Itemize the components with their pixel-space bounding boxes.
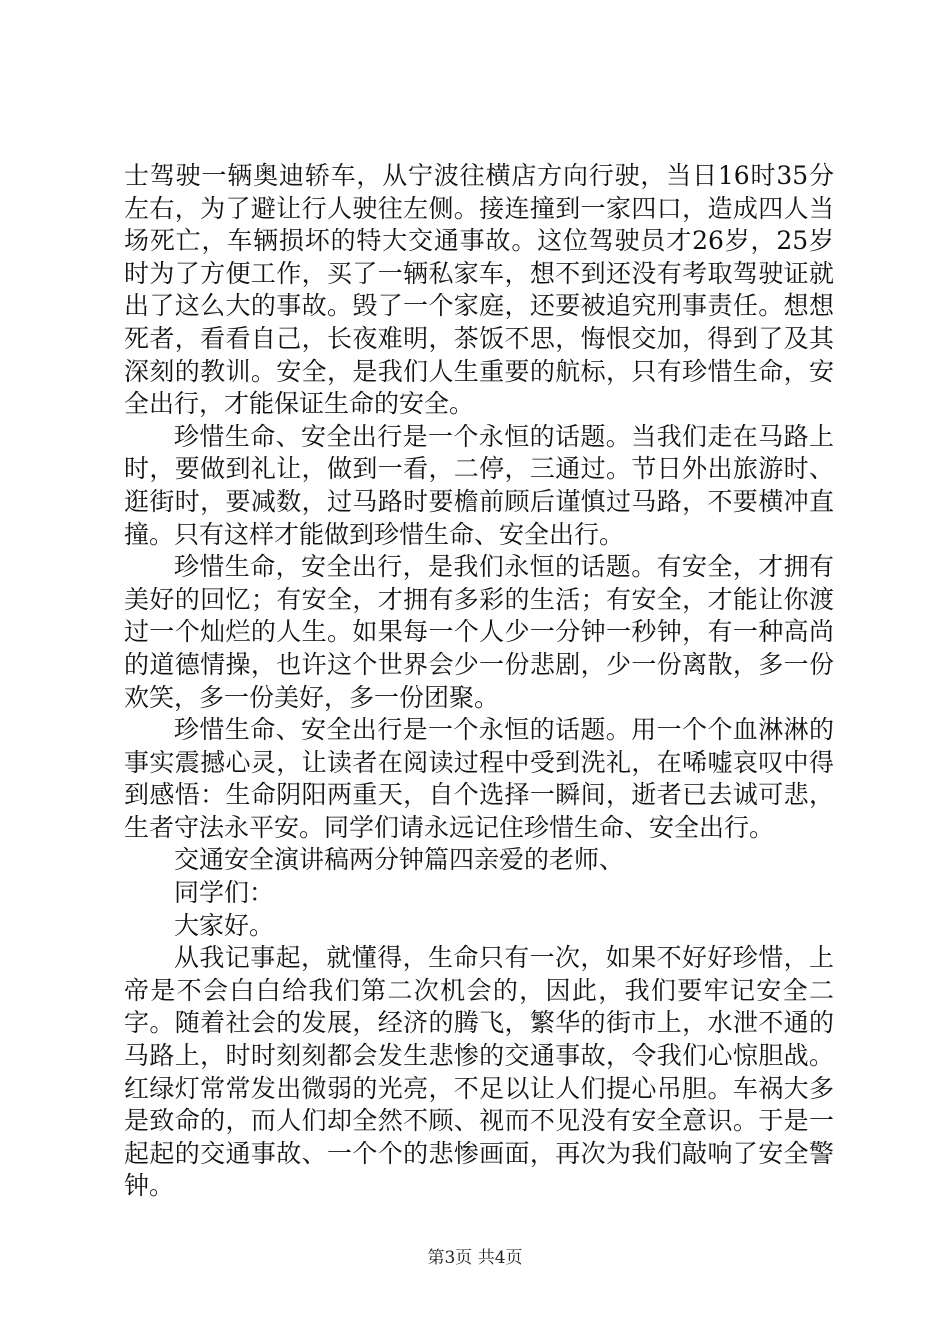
paragraph-greeting: 大家好。 [174, 910, 275, 940]
paragraph-life-once: 从我记事起，就懂得，生命只有一次，如果不好好珍惜，上帝是不会白白给我们第二次机会的，因此，我们要牢记安全二字。随着社会的发展，经济的腾飞，繁华的街市上，水泄不通的马路上，时时刻刻都会发生悲惨的交通事故，令我们心惊胆战。红绿灯常常发出微弱的光亮，不足以让人们提心吊胆。车祸大多是致命的，而人们却全然不顾、视而不见没有安全意识。于是一起起的交通事故、一个个的悲惨画面，再次为我们敲响了安全警钟。 [124, 943, 834, 1201]
paragraph-reflection: 珍惜生命、安全出行是一个永恒的话题。用一个个血淋淋的事实震撼心灵，让读者在阅读过程中受到洗礼，在唏嘘哀叹中得到感悟：生命阴阳两重天，自个选择一瞬间，逝者已去诚可悲，生者守法永平安。同学们请永远记住珍惜生命、安全出行。 [124, 715, 834, 842]
paragraph-accident-story: 士驾驶一辆奥迪轿车，从宁波往横店方向行驶，当日16时35分左右，为了避让行人驶往左侧。接连撞到一家四口，造成四人当场死亡，车辆损坏的特大交通事故。这位驾驶员才26岁，25岁时为了方便工作，买了一辆私家车，想不到还没有考取驾驶证就出了这么大的事故。毁了一个家庭，还要被追究刑事责任。想想死者，看看自己，长夜难明，茶饭不思，悔恨交加，得到了及其深刻的教训。安全，是我们人生重要的航标，只有珍惜生命，安全出行，才能保证生命的安全。 [124, 161, 834, 419]
paragraph-road-safety: 珍惜生命、安全出行是一个永恒的话题。当我们走在马路上时，要做到礼让，做到一看，二停，三通过。节日外出旅游时、逛街时，要减数，过马路时要檐前顾后谨慎过马路，不要横冲直撞。只有这样才能做到珍惜生命、安全出行。 [124, 421, 834, 549]
page-number-footer: 第3页 共4页 [427, 1248, 523, 1268]
paragraph-eternal-topic: 珍惜生命，安全出行，是我们永恒的话题。有安全，才拥有美好的回忆；有安全，才拥有多彩的生活；有安全，才能让你渡过一个灿烂的人生。如果每一个人少一分钟一秒钟，有一种高尚的道德情操，也许这个世界会少一份悲剧，少一份离散，多一份欢笑，多一份美好，多一份团聚。 [124, 552, 834, 712]
document-body [124, 160, 834, 1203]
paragraph-salutation: 同学们： [174, 878, 275, 908]
paragraph-speech-title: 交通安全演讲稿两分钟篇四亲爱的老师、 [174, 845, 625, 875]
